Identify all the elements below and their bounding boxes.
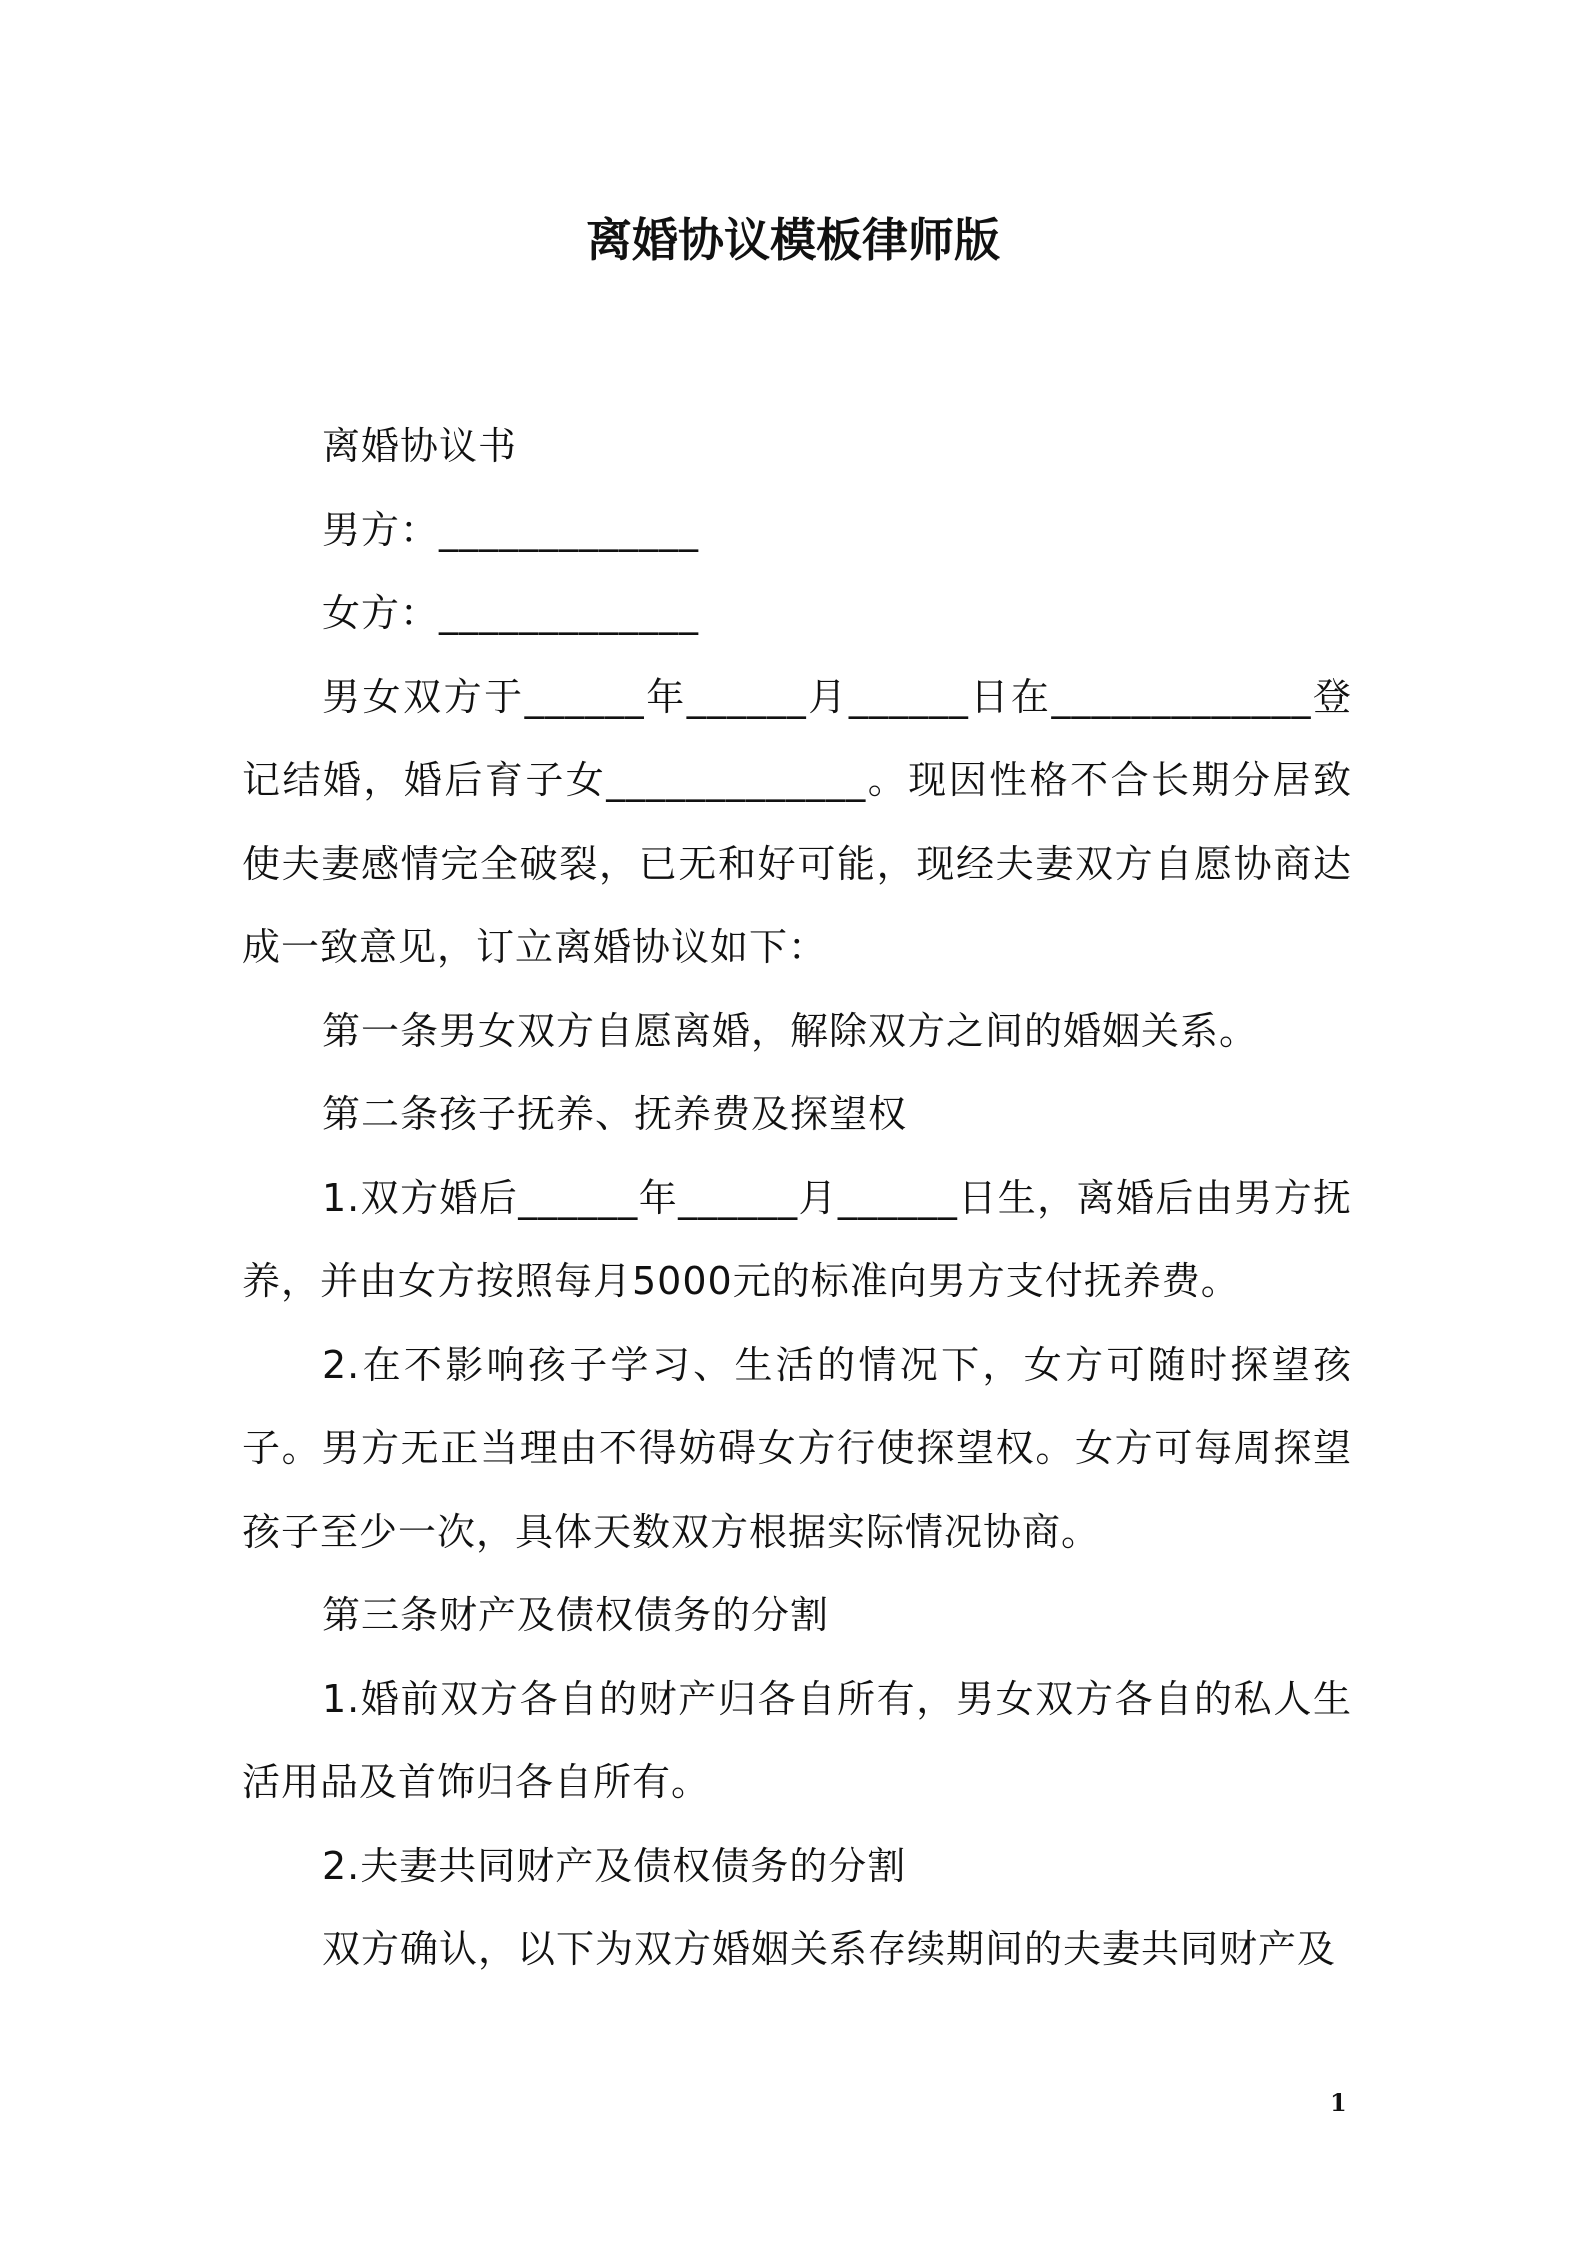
article-3-clause-1: 1.婚前双方各自的财产归各自所有，男女双方各自的私人生活用品及首饰归各自所有。 [242, 1676, 1352, 1804]
article-3-heading: 第三条财产及债权债务的分割 [322, 1593, 830, 1637]
article-2-clause-1: 1.双方婚后______年______月______日生，离婚后由男方抚养，并由女方按照每月5000元的标准向男方支付抚养费。 [242, 1175, 1352, 1303]
preamble-paragraph: 男女双方于______年______月______日在_____________登记结婚，婚后育子女_____________。现因性格不合长期分居致使夫妻感情完全破裂，已无和好可能，现经夫妻双方自愿协商达成一致意见，订立离婚协议如下： [242, 674, 1352, 969]
article-3-confirmation: 双方确认，以下为双方婚姻关系存续期间的夫妻共同财产及 [322, 1927, 1337, 1971]
article-3-clause-2: 2.夫妻共同财产及债权债务的分割 [322, 1843, 907, 1888]
article-2-clause-2: 2.在不影响孩子学习、生活的情况下，女方可随时探望孩子。男方无正当理由不得妨碍女方行使探望权。女方可每周探望孩子至少一次，具体天数双方根据实际情况协商。 [242, 1342, 1352, 1554]
document-title: 离婚协议模板律师版 [586, 213, 1000, 267]
female-party-line: 女方：_____________ [322, 591, 700, 635]
document-body [242, 405, 1352, 1992]
agreement-heading: 离婚协议书 [322, 424, 518, 468]
article-1: 第一条男女双方自愿离婚，解除双方之间的婚姻关系。 [322, 1008, 1259, 1053]
article-2-heading: 第二条孩子抚养、抚养费及探望权 [322, 1092, 908, 1136]
male-party-line: 男方：_____________ [322, 507, 700, 552]
page-number: 1 [1330, 2088, 1347, 2117]
